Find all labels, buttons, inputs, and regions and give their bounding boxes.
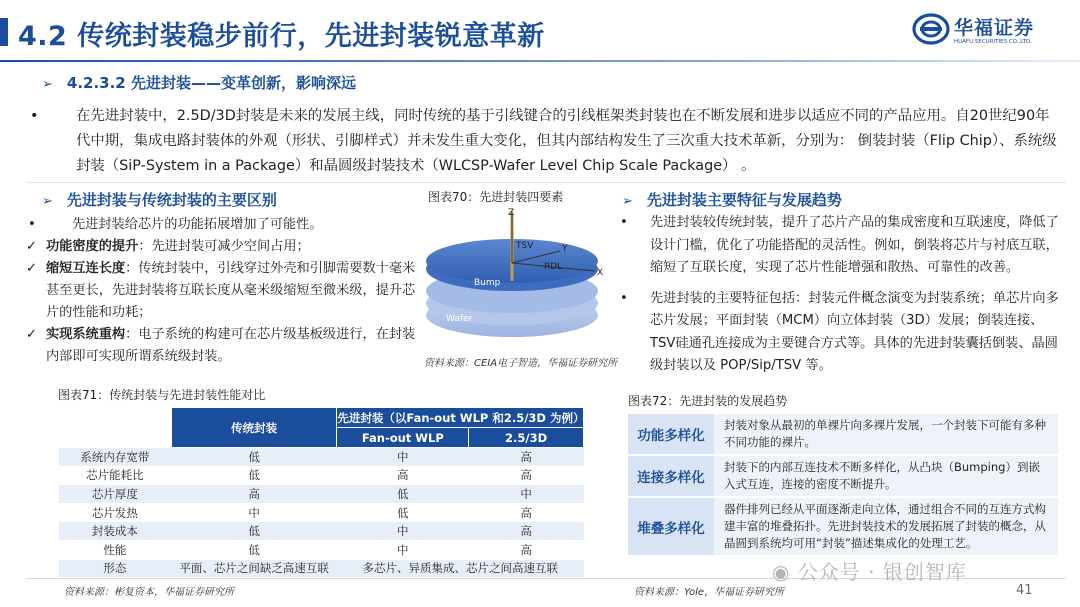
table-cell: 高 [469,522,584,541]
bump-label: Bump [474,278,501,288]
trend-row [628,497,1058,556]
table-cell: 芯片能耗比 [59,466,172,485]
trend-text: 封装对象从最初的单裸片向多裸片发展，一个封装下可能有多种不同功能的裸片。 [714,414,1058,455]
left-item-text: ：传统封装中，引线穿过外壳和引脚需要数十毫米甚至更长，先进封装将互联长度从毫米级缩短至微米级，提升芯片的性能和功耗； [46,261,416,320]
watermark [772,556,967,585]
fig72-caption: 图表72：先进封装的发展趋势 [628,394,788,408]
table-row [59,503,584,522]
table-cell: 低 [337,503,469,522]
table-cell: 形态 [59,559,172,578]
table-header-traditional: 传统封装 [171,408,337,448]
table-cell: 高 [469,540,584,559]
right-bullet [620,288,1060,378]
table-cell: 高 [171,485,337,504]
trend-row [628,455,1058,497]
title-bar [0,0,1080,62]
comparison-table [58,407,584,578]
trend-text: 器件排列已经从平面逐渐走向立体，通过组合不同的互连方式构建丰富的堆叠拓扑。先进封装技术的发展拓展了封装的概念，从晶圆到系统均可用“封装”描述集成化的处理工艺。 [714,497,1058,556]
left-item-text: ：先进封装可减少空间占用； [138,239,310,254]
x-label: X [597,268,604,278]
left-item [26,236,421,258]
table-cell: 低 [171,522,337,541]
left-heading-text: 先进封装与传统封装的主要区别 [66,191,277,209]
table-cell: 芯片厚度 [59,485,172,504]
section-title: 4.2.3.2 先进封装——变革创新，影响深远 [66,74,356,92]
table-cell: 中 [337,448,469,467]
bullet-icon: • [620,215,628,230]
right-heading [622,189,842,210]
arrow-icon: ➢ [42,77,53,92]
fig70-diagram [420,203,612,351]
intro-text: 在先进封装中，2.5D/3D封装是未来的发展主线，同时传统的基于引线键合的引线框架类封装也在不断发展和进步以适应不同的产品应用。自20世纪90年代中期，集成电路封装体的外观（形状、引脚样式）并未发生重大变化，但其内部结构发生了三次重大技术革新，分别为： 倒装封装（Flip Chip）、系统级封装（SiP-System in a Package）和晶圆级封装技术（WLCSP-Wafer Level Chip Scale Package） 。 [76,108,1057,174]
fig72-source: 资料来源：Yole，华福证券研究所 [634,587,785,598]
logo-icon [912,12,950,46]
table-row [59,540,584,559]
table-row [59,522,584,541]
left-item-bold: 实现系统重构 [46,327,126,342]
right-content [620,212,1060,378]
table-cell: 高 [469,448,584,467]
table-cell: 系统内存宽带 [59,448,172,467]
right-bullet-text: 先进封装较传统封装，提升了芯片产品的集成密度和互联速度，降低了设计门槛，优化了功能搭配的灵活性。例如，倒装将芯片与衬底互联，缩短了互联长度，实现了芯片性能增强和散热、可靠性的改善。 [650,215,1059,275]
table-row [59,485,584,504]
arrow-icon: ➢ [42,194,53,209]
intro-paragraph [30,104,1060,179]
table-cell: 平面、芯片之间缺乏高速互联 [171,559,337,578]
fig71-caption: 图表71：传统封装与先进封装性能对比 [58,388,266,402]
trend-key: 堆叠多样化 [628,497,714,556]
left-bullet [26,214,421,236]
page-number: 41 [1016,583,1033,598]
fig70-source: 资料来源：CEIA电子智造，华福证券研究所 [424,358,618,369]
left-item [26,258,421,324]
table-cell: 芯片发热 [59,503,172,522]
rdl-label: RDL [544,262,563,272]
section-heading [42,72,356,93]
table-cell: 低 [171,540,337,559]
left-item [26,324,421,368]
trend-table [628,414,1058,557]
table-cell: 高 [469,503,584,522]
table-row [59,559,584,578]
logo-text: 华福证券 [954,17,1035,39]
right-bullet [620,212,1060,280]
check-icon: ✓ [26,327,38,342]
fig71-source: 资料来源：彬复资本，华福证券研究所 [64,587,234,598]
z-label: Z [508,208,515,218]
left-heading [42,189,277,210]
table-row [59,448,584,467]
table-cell: 中 [171,503,337,522]
left-item-text: ：电子系统的构建可在芯片级基板级进行，在封装内部即可实现所谓系统级封装。 [46,327,416,364]
check-icon: ✓ [26,239,38,254]
table-header-row [59,408,584,428]
title-accent [0,18,8,46]
table-cell: 多芯片、异质集成、芯片之间高速互联 [337,559,584,578]
table-cell: 低 [171,448,337,467]
table-cell: 性能 [59,540,172,559]
company-logo [912,12,1062,52]
bullet-icon: • [30,108,39,124]
table-cell: 高 [337,466,469,485]
trend-key: 功能多样化 [628,414,714,455]
left-content [26,214,421,368]
table-cell: 中 [337,540,469,559]
fig70-caption: 图表70：先进封装四要素 [428,190,564,204]
bullet-icon: • [28,217,36,232]
section-divider [26,182,1066,183]
trend-key: 连接多样化 [628,455,714,497]
right-bullet-text: 先进封装的主要特征包括：封装元件概念演变为封装系统；单芯片向多芯片发展；平面封装（MCM）向立体封装（3D）发展；倒装连接、TSV硅通孔连接成为主要键合方式等。具体的先进封装囊括倒装、晶圆级封装以及 POP/Sip/TSV 等。 [650,290,1059,373]
table-header-advanced: 先进封装（以Fan-out WLP 和2.5/3D 为例） [337,408,584,428]
table-subheader-3d: 2.5/3D [469,428,584,448]
table-subheader-fanout: Fan-out WLP [337,428,469,448]
table-cell: 中 [469,485,584,504]
left-item-bold: 缩短互连长度 [46,261,126,276]
table-cell: 低 [171,466,337,485]
left-bullet-text: 先进封装给芯片的功能拓展增加了可能性。 [72,217,323,232]
title-divider [0,60,1080,62]
table-cell: 中 [337,522,469,541]
left-item-bold: 功能密度的提升 [46,239,139,254]
check-icon: ✓ [26,261,38,276]
trend-text: 封装下的内部互连技术不断多样化，从凸块（Bumping）到嵌入式互连，连接的密度不断提升。 [714,455,1058,497]
bullet-icon: • [620,290,628,306]
page-title: 4.2 传统封装稳步前行，先进封装锐意革新 [18,21,545,52]
arrow-icon: ➢ [622,194,633,209]
tsv-label: TSV [516,241,534,251]
wechat-icon: ◉ [772,560,791,584]
logo-subtitle: HUAFU SECURITIES CO.,LTD. [954,39,1032,45]
y-label: Y [562,244,568,254]
table-cell: 低 [337,485,469,504]
table-cell: 高 [469,466,584,485]
table-cell: 封装成本 [59,522,172,541]
wafer-label: Wafer [446,314,473,324]
table-header-empty [59,408,172,448]
trend-row [628,414,1058,455]
table-row [59,466,584,485]
watermark-text: 公众号 · 银创智库 [797,560,967,584]
right-heading-text: 先进封装主要特征与发展趋势 [646,191,842,209]
